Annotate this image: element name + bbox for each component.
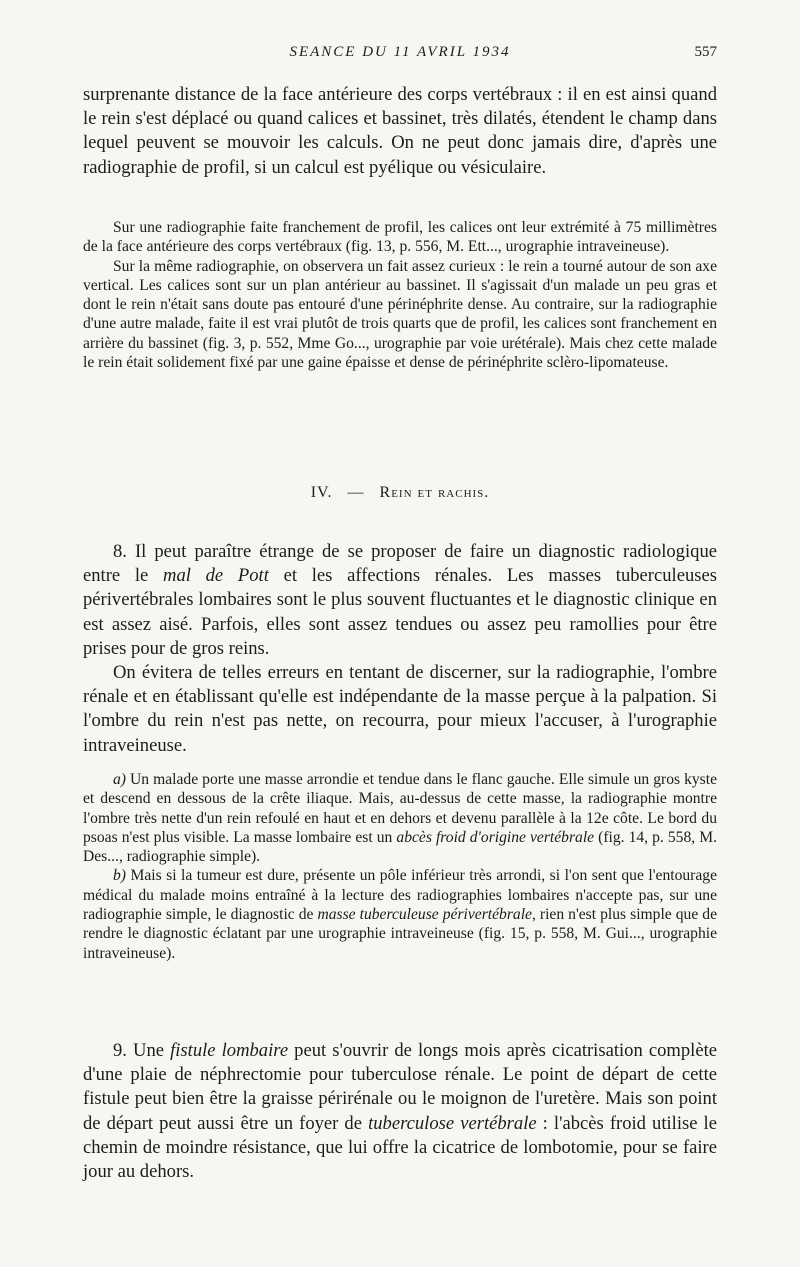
page-number: 557 bbox=[694, 44, 717, 60]
running-header bbox=[83, 44, 717, 66]
italic-term: mal de Pott bbox=[163, 565, 269, 587]
paragraph-9-block bbox=[83, 1039, 717, 1184]
body-paragraph: surprenante distance de la face antérieure des corps vertébraux : il en est ainsi quand le rein s'est déplacé ou quand calices et bassinet, très dilatés, étendent le champ dans lequel peuvent se mouvoir les calculs. On ne peut donc jamais dire, d'après une radiographie de profil, si un calcul est pyélique ou vésiculaire. bbox=[83, 84, 717, 178]
section-body bbox=[83, 540, 717, 758]
section-heading bbox=[83, 484, 717, 502]
paragraph-continuation bbox=[83, 83, 717, 180]
small-print-block bbox=[83, 218, 717, 372]
italic-term: masse tuberculeuse périvertébrale bbox=[317, 906, 532, 924]
paragraph-8: 8. Il peut paraître étrange de se proposer de faire un diagnostic radiologique entre le mal de Pott et les affections rénales. Les masses tuberculeuses périvertébrales lombaires sont le plus souvent fluctuantes et le diagnostic clinique en est assez aisé. Parfois, elles sont assez tendues ou assez peu ramollies pour être prises pour de gros reins. bbox=[83, 541, 717, 659]
running-title: SEANCE DU 11 AVRIL 1934 bbox=[289, 44, 511, 60]
small-paragraph-2: Sur la même radiographie, on observera un fait assez curieux : le rein a tourné autour de son axe vertical. Les calices sont sur un plan antérieur au bassinet. Il s'agissait d'un malade un peu gras et dont le rein n'était sans doute pas entouré d'une périnéphrite dense. Au contraire, sur la radiographie d'une autre malade, faite il est vrai plutôt de trois quarts que de profil, les calices sont franchement en arrière du bassinet (fig. 3, p. 552, Mme Go..., urographie par voie urétérale). Mais chez cette malade le rein était solidement fixé par une gaine épaisse et dense de périnéphrite sclèro-lipomateuse. bbox=[83, 257, 717, 372]
small-print-cases bbox=[83, 770, 717, 963]
paragraph-9: 9. Une fistule lombaire peut s'ouvrir de longs mois après cicatrisation complète d'une plaie de néphrectomie pour tuberculose rénale. Le point de départ de cette fistule peut bien être la graisse périrénale ou le moignon de l'uretère. Mais son point de départ peut aussi être un foyer de tuberculose vertébrale : l'abcès froid utilise le chemin de moindre résistance, que lui offre la cicatrice de lombotomie, pour se faire jour au dehors. bbox=[83, 1040, 717, 1183]
section-title: Rein et rachis. bbox=[379, 484, 490, 501]
paragraph-8b: On évitera de telles erreurs en tentant de discerner, sur la radiographie, l'ombre rénale et en établissant qu'elle est indépendante de la masse perçue à la palpation. Si l'ombre du rein n'est pas nette, on recourra, pour mieux l'accuser, à l'urographie intraveineuse. bbox=[83, 662, 717, 756]
case-label: a) bbox=[113, 771, 126, 788]
italic-term: tuberculose vertébrale bbox=[368, 1112, 537, 1134]
case-b: b) Mais si la tumeur est dure, présente un pôle inférieur très arrondi, si l'on sent que l'entourage médical du malade moins entraîné à la lecture des radiographies lombaires n'accepte pas, sur une radiographie simple, le diagnostic de masse tuberculeuse périvertébrale, rien n'est plus simple que de rendre le diagnostic éclatant par une urographie intraveineuse (fig. 15, p. 558, M. Gui..., urographie intraveineuse). bbox=[83, 867, 717, 962]
section-number: IV. bbox=[310, 484, 333, 501]
italic-term: fistule lombaire bbox=[170, 1040, 289, 1061]
section-dash: — bbox=[347, 484, 365, 501]
italic-term: abcès froid d'origine vertébrale bbox=[396, 828, 595, 846]
case-a: a) Un malade porte une masse arrondie et tendue dans le flanc gauche. Elle simule un gros kyste et descend en dessous de la crête iliaque. Mais, au-dessus de cette masse, la radiographie montre l'ombre très nette d'un rein refoulé en haut et en dehors et devenu parallèle à la 12e côte. Le bord du psoas n'est plus visible. La masse lombaire est un abcès froid d'origine vertébrale (fig. 14, p. 558, M. Des..., radiographie simple). bbox=[83, 771, 717, 866]
case-label: b) bbox=[113, 867, 126, 885]
small-paragraph-1: Sur une radiographie faite franchement de profil, les calices ont leur extrémité à 75 millimètres de la face antérieure des corps vertébraux (fig. 13, p. 556, M. Ett..., urographie intraveineuse). bbox=[83, 219, 717, 256]
